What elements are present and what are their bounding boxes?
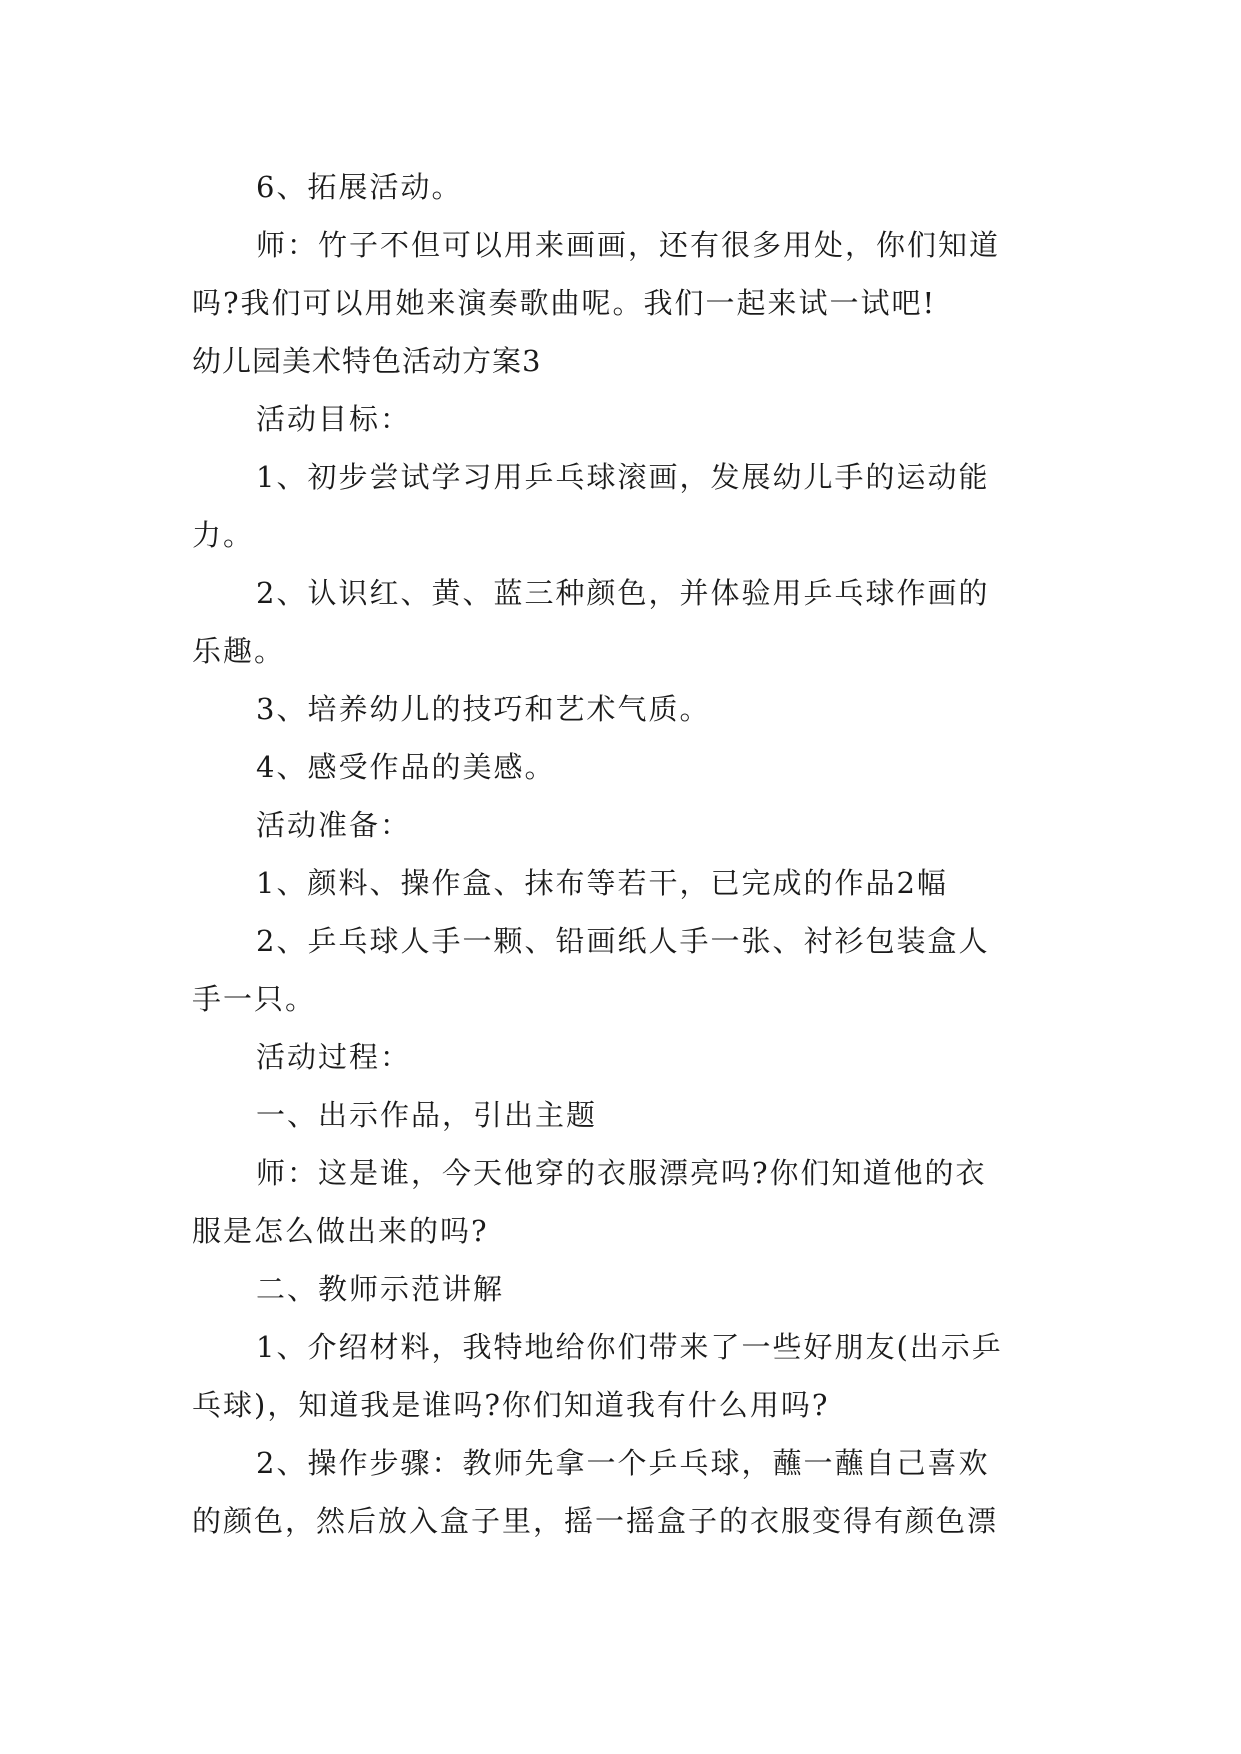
text-line: 1、介绍材料，我特地给你们带来了一些好朋友(出示乒 [256, 1330, 1003, 1364]
text-line: 师：竹子不但可以用来画画，还有很多用处，你们知道 [256, 228, 1001, 262]
text-line: 2、乒乓球人手一颗、铅画纸人手一张、衬衫包装盒人 [256, 924, 990, 958]
text-line: 乓球)，知道我是谁吗?你们知道我有什么用吗? [192, 1388, 830, 1422]
text-line: 一、出示作品，引出主题 [256, 1098, 598, 1132]
text-line: 4、感受作品的美感。 [256, 750, 556, 784]
text-line: 师：这是谁，今天他穿的衣服漂亮吗?你们知道他的衣 [256, 1156, 987, 1190]
section-title: 幼儿园美术特色活动方案3 [192, 344, 542, 378]
text-line: 1、初步尝试学习用乒乓球滚画，发展幼儿手的运动能 [256, 460, 990, 494]
text-line: 1、颜料、操作盒、抹布等若干，已完成的作品2幅 [256, 866, 948, 900]
text-line: 3、培养幼儿的技巧和艺术气质。 [256, 692, 711, 726]
text-line: 二、教师示范讲解 [256, 1272, 505, 1306]
text-line: 2、认识红、黄、蓝三种颜色，并体验用乒乓球作画的 [256, 576, 990, 610]
text-line: 吗?我们可以用她来演奏歌曲呢。我们一起来试一试吧! [192, 286, 937, 320]
text-line: 2、操作步骤：教师先拿一个乒乓球，蘸一蘸自己喜欢 [256, 1446, 990, 1480]
document-body [192, 158, 1052, 1550]
section-heading: 活动准备： [256, 808, 412, 842]
text-line: 服是怎么做出来的吗? [192, 1214, 489, 1248]
section-heading: 活动过程： [256, 1040, 412, 1074]
text-line: 的颜色，然后放入盒子里，摇一摇盒子的衣服变得有颜色漂 [192, 1504, 999, 1538]
text-line: 6、拓展活动。 [256, 170, 463, 204]
text-line: 手一只。 [192, 982, 317, 1016]
section-heading: 活动目标： [256, 402, 412, 436]
text-line: 力。 [192, 518, 255, 552]
text-line: 乐趣。 [192, 634, 286, 668]
